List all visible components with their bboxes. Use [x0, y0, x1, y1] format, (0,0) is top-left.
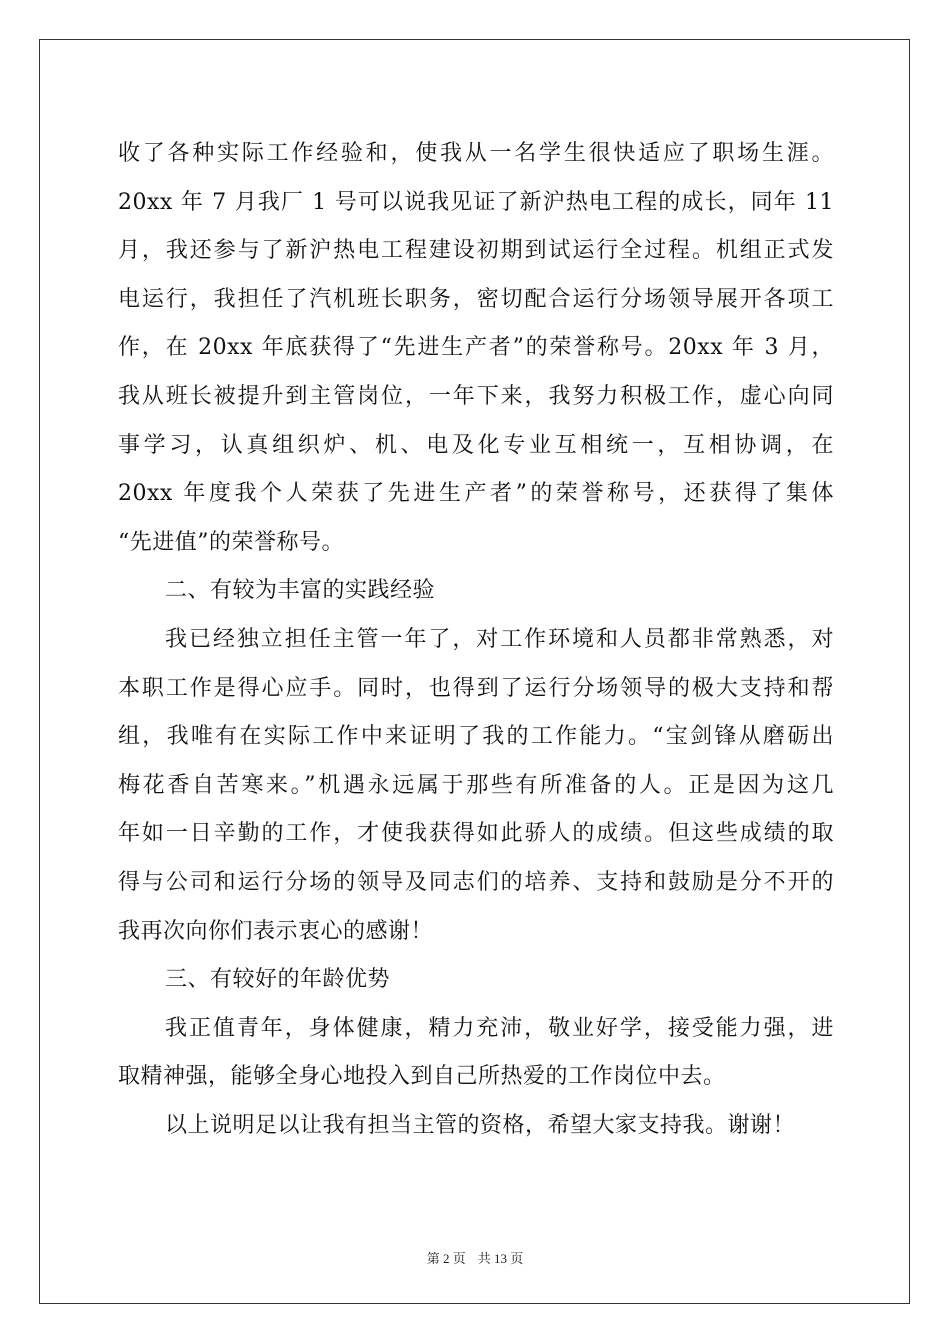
section-heading: 三、有较好的年龄优势: [165, 967, 391, 993]
text-line: 本职工作是得心应手。同时，也得到了运行分场领导的极大支持和帮: [118, 675, 834, 701]
text-line: 我从班长被提升到主管岗位，一年下来，我努力积极工作，虚心向同: [118, 383, 834, 409]
page-total: 共 13 页: [477, 1251, 524, 1266]
text-line: 取精神强，能够全身心地投入到自己所热爱的工作岗位中去。: [118, 1064, 726, 1090]
section-heading: 二、有较为丰富的实践经验: [165, 578, 436, 604]
text-line: 我再次向你们表示衷心的感谢！: [118, 918, 434, 944]
text-line: 得与公司和运行分场的领导及同志们的培养、支持和鼓励是分不开的: [118, 869, 834, 895]
text-line: 事学习，认真组织炉、机、电及化专业互相统一，互相协调，在: [118, 432, 834, 458]
text-line: 以上说明足以让我有担当主管的资格，希望大家支持我。谢谢！: [165, 1112, 796, 1138]
text-line: 梅花香自苦寒来。”机遇永远属于那些有所准备的人。正是因为这几: [118, 772, 834, 798]
text-line: 我正值青年，身体健康，精力充沛，敬业好学，接受能力强，进: [165, 1015, 834, 1041]
text-line: 组，我唯有在实际工作中来证明了我的工作能力。“宝剑锋从磨砺出: [118, 724, 834, 750]
text-line: 收了各种实际工作经验和，使我从一名学生很快适应了职场生涯。: [118, 141, 834, 166]
text-line: 我已经独立担任主管一年了，对工作环境和人员都非常熟悉，对: [165, 626, 834, 652]
page-number: 第 2 页: [426, 1251, 466, 1266]
text-line: 电运行，我担任了汽机班长职务，密切配合运行分场领导展开各项工: [118, 286, 834, 312]
text-line: 20xx 年度我个人荣获了先进生产者”的荣誉称号，还获得了集体: [118, 481, 834, 507]
text-line: “先进值”的荣誉称号。: [118, 529, 344, 555]
page-footer: [0, 1248, 950, 1267]
text-line: 年如一日辛勤的工作，才使我获得如此骄人的成绩。但这些成绩的取: [118, 821, 834, 847]
text-line: 月，我还参与了新沪热电工程建设初期到试运行全过程。机组正式发: [118, 238, 834, 264]
text-line: 20xx 年 7 月我厂 1 号可以说我见证了新沪热电工程的成长，同年 11: [118, 189, 834, 215]
text-line: 作，在 20xx 年底获得了“先进生产者”的荣誉称号。20xx 年 3 月，: [118, 335, 834, 361]
document-body: [118, 130, 834, 1150]
